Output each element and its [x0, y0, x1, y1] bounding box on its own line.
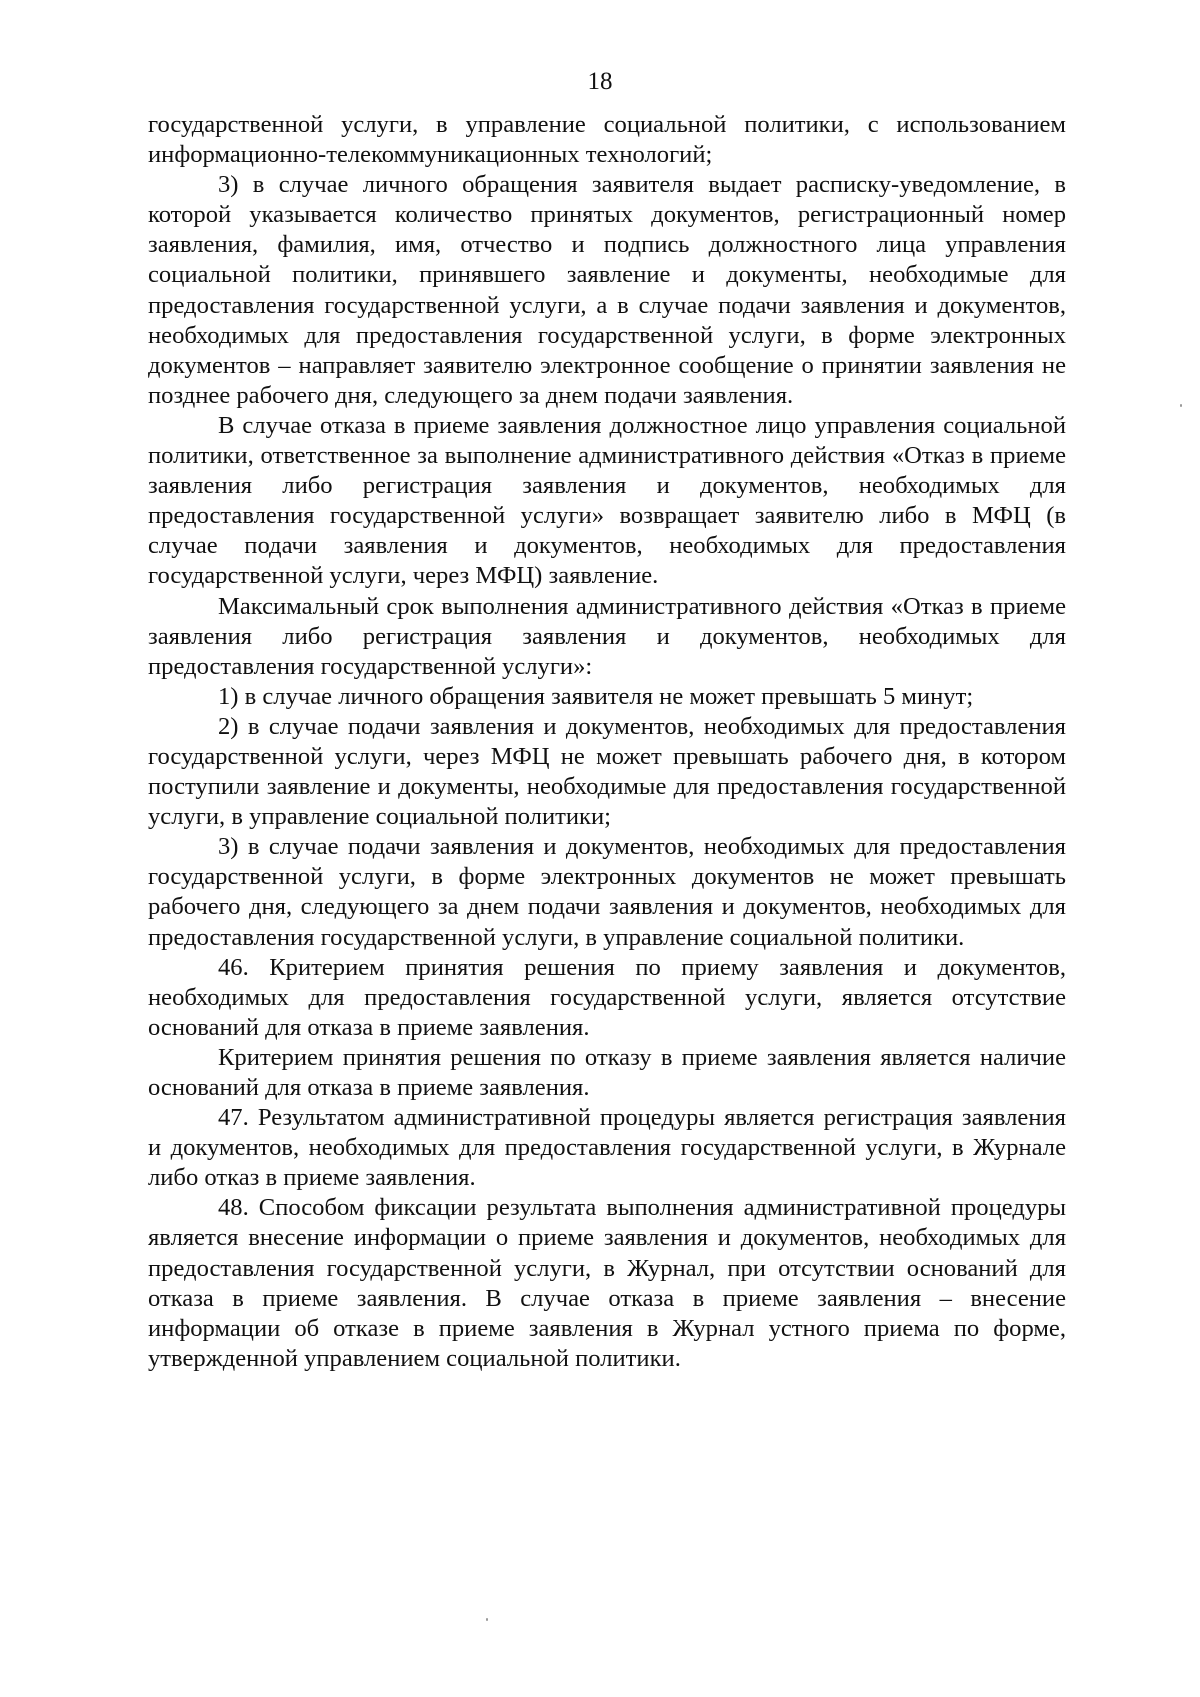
scan-speck: [1180, 404, 1182, 407]
paragraph-term-item-2: 2) в случае подачи заявления и документов, необходимых для предоставления государственной услуги, через МФЦ не может превышать рабочего дня, в котором поступили заявление и документы, необходимые для предоставления государственной услуги, в управление социальной политики;: [148, 712, 1066, 831]
paragraph-46: 46. Критерием принятия решения по приему заявления и документов, необходимых для предоставления государственной услуги, является отсутствие оснований для отказа в приеме заявления.: [148, 953, 1066, 1041]
scan-speck: [486, 1618, 488, 1621]
paragraph-47: 47. Результатом административной процедуры является регистрация заявления и документов, необходимых для предоставления государственной услуги, в Журнале либо отказ в приеме заявления.: [148, 1104, 1066, 1192]
paragraph-continuation: государственной услуги, в управление социальной политики, с использованием информационно-телекоммуникационных технологий;: [148, 111, 1066, 169]
paragraph-term-item-3: 3) в случае подачи заявления и документов, необходимых для предоставления государственной услуги, в форме электронных документов не может превышать рабочего дня, следующего за днем подачи заявления и документов, необходимых для предоставления государственной услуги, в управление социальной политики.: [148, 833, 1066, 951]
paragraph-max-term: Максимальный срок выполнения административного действия «Отказ в приеме заявления либо регистрация заявления и документов, необходимых для предоставления государственной услуги»:: [148, 592, 1066, 680]
paragraph-item-3-receipt: 3) в случае личного обращения заявителя выдает расписку-уведомление, в которой указывается количество принятых документов, регистрационный номер заявления, фамилия, имя, отчество и подпись должностного лица управления социальной политики, принявшего заявление и документы, необходимые для предоставления государственной услуги, а в случае подачи заявления и документов, необходимых для предоставления государственной услуги, в форме электронных документов – направляет заявителю электронное сообщение о принятии заявления не позднее рабочего дня, следующего за днем подачи заявления.: [148, 171, 1066, 409]
paragraph-48: 48. Способом фиксации результата выполнения административной процедуры является внесение информации о приеме заявления и документов, необходимых для предоставления государственной услуги, в Журнал, при отсутствии оснований для отказа в приеме заявления. В случае отказа в приеме заявления – внесение информации об отказе в приеме заявления в Журнал устного приема по форме, утвержденной управлением социальной политики.: [148, 1194, 1066, 1372]
paragraph-refusal-criterion: Критерием принятия решения по отказу в приеме заявления является наличие оснований для отказа в приеме заявления.: [148, 1043, 1066, 1101]
page-number: 18: [587, 68, 613, 95]
paragraph-refusal-case: В случае отказа в приеме заявления должностное лицо управления социальной политики, ответственное за выполнение административного действия «Отказ в приеме заявления либо регистрация заявления и документов, необходимых для предоставления государственной услуги» возвращает заявителю либо в МФЦ (в случае подачи заявления и документов, необходимых для предоставления государственной услуги, через МФЦ) заявление.: [148, 411, 1066, 590]
document-body: [148, 110, 1066, 1374]
paragraph-term-item-1: 1) в случае личного обращения заявителя не может превышать 5 минут;: [218, 682, 974, 710]
